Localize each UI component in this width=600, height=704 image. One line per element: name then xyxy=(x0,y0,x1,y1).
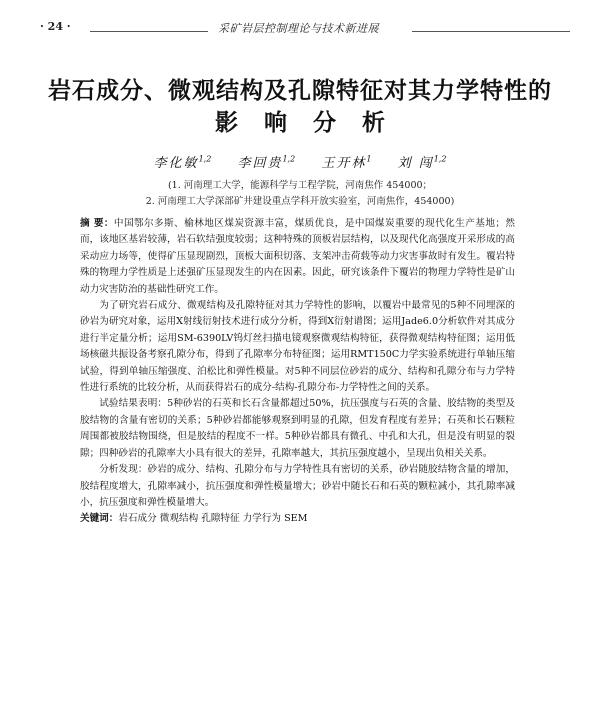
abstract-paragraph: 试验结果表明：5种砂岩的石英和长石含量都超过50%，抗压强度与石英的含量、胶结物的类型及胶结物的含量有密切的关系；5种砂岩都能够观察到明显的孔隙，但发育程度有差异；石英和长石颗粒周围都被胶结物围绕，但是胶结的程度不一样。5种砂岩都具有微孔、中孔和大孔，但是没有明显的裂隙；四种砂岩的孔隙率大小具有很大的差异，孔隙率越大，其抗压强度越小，呈现出负相关关系。 xyxy=(80,398,515,459)
abstract xyxy=(80,216,515,528)
affiliation-2: 2. 河南理工大学深部矿井建设重点学科开放实验室，河南焦作，454000) xyxy=(145,196,455,207)
author: 李回贵$^{1,2}$ xyxy=(237,154,296,171)
abstract-label: 摘 要： xyxy=(80,218,114,229)
running-header xyxy=(40,18,570,36)
abstract-paragraph: 为了研究岩石成分、微观结构及孔隙特征对其力学特性的影响，以覆岩中最常见的5种不同埋深的砂岩为研究对象，运用X射线衍射技术进行成分分析，得到X衍射谱图；运用Jade6.0分析软件对其成分进行半定量分析；运用SM-6390LV钨灯丝扫描电镜观察微观结构特征，获得微观结构特征图；运用低场核磁共振设备考察孔隙分布，得到了孔隙率分布特征图；运用RMT150C力学实验系统进行单轴压缩试验，得到单轴压缩强度、泊松比和弹性模量。对5种不同层位砂岩的成分、结构和孔隙分布与力学特性进行系统的比较分析，从而获得岩石的成分-结构-孔隙分布-力学特性之间的关系。 xyxy=(80,300,515,394)
author: 王开林$^1$ xyxy=(321,154,372,171)
abstract-paragraph: 摘 要：中国鄂尔多斯、榆林地区煤炭资源丰富，煤质优良，是中国煤炭重要的现代化生产基地；然而，该地区基岩较薄，岩石软结强度较弱；这种特殊的顶板岩层结构，以及现代化高强度开采形成的高采动应力场等，使得矿压显现剧烈，顶板大面积切落、支架冲击荷载等动力灾害事故时有发生。覆岩特殊的物理力学性质是上述强矿压显现发生的内在因素。因此，研究该条件下覆岩的物理力学特性是矿山动力灾害防治的基础性研究工作。 xyxy=(80,218,516,295)
header-rule-right xyxy=(412,31,570,32)
abstract-paragraph: 分析发现：砂岩的成分、结构、孔隙分布与力学特性具有密切的关系，砂岩随胶结物含量的增加，胶结程度增大，孔隙率减小，抗压强度和弹性模量增大；砂岩中随长石和石英的颗粒减小，其孔隙率减小，抗压强度和弹性模量增大。 xyxy=(80,464,515,508)
keywords-label: 关键词： xyxy=(80,513,119,525)
paper-title-line-2: 影响分析 xyxy=(215,110,411,136)
paper-title-line-1: 岩石成分、微观结构及孔隙特征对其力学特性的 xyxy=(48,78,552,104)
page-number: · 24 · xyxy=(40,20,71,33)
running-title: 采矿岩层控制理论与技术新进展 xyxy=(218,22,379,35)
author-list xyxy=(0,152,600,171)
author: 李化敏$^{1,2}$ xyxy=(153,154,212,171)
header-rule-left xyxy=(90,31,208,32)
affiliation-1: (1. 河南理工大学，能源科学与工程学院，河南焦作 454000； xyxy=(167,180,433,191)
author: 刘 闯$^{1,2}$ xyxy=(397,154,447,171)
keywords: 关键词：岩石成分 微观结构 孔隙特征 力学行为 SEM xyxy=(80,513,308,525)
